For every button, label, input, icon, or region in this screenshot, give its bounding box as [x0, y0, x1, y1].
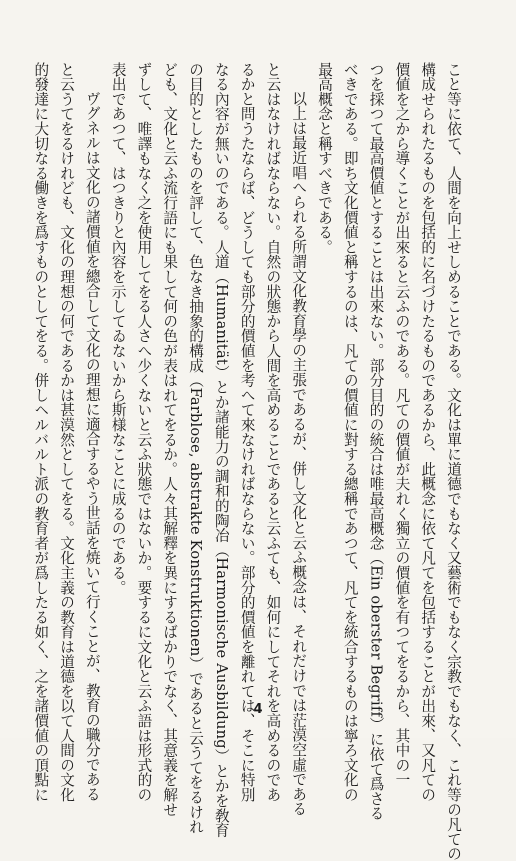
text-line: つを採つて最高價値とすることは出來ない。部分目的の統合は唯最高概念（Ein oberster Begriff）に依て爲さる: [367, 62, 385, 821]
text-line: こと等に依て、人間を向上せしめることである。文化は單に道德でもなく又藝術でもなく宗教でもなく、これ等の凡ての: [445, 62, 462, 861]
text-line: ども、文化と云ふ流行語にも果して何の色が表はれてをるか。人々其解釋を異にするばかりでなく、其意義を解せ: [161, 62, 179, 817]
text-line: るかと問うたならば、どうしても部分的價値を考へて來なければならない。部分的價値を離れては、そこに特別: [238, 62, 256, 802]
text-line: なる內容が無いのである。人道（Humanität）とか諸能力の調和的陶冶（Harmonische Ausbildung）とかを敎育: [212, 62, 230, 838]
text-line: と云はなければならない。自然の狀態から人間を高めることであると云ふても、如何にしてそれを高めるのであ: [264, 62, 282, 802]
text-line: べきである。即ち文化價値と稱するのは、凡ての價値に對する總稱であつて、凡てを統合するものは寧ろ文化の: [341, 62, 359, 802]
text-line: 構成せられたるものを包括的に名づけたるものであるから、此概念に依て凡てを包括することが出來、又凡ての: [419, 62, 437, 802]
body-text: [27, 62, 466, 861]
text-line: 以上は最近唱へられる所謂文化教育學の主張であるが、併し文化と云ふ概念は、それだけでは茫漠空虛である: [290, 91, 308, 817]
text-line: ヴグネルは文化の諸價値を總合して文化の理想に適合するやう世話を焼いて行くことが、教育の職分である: [83, 91, 101, 802]
text-line: 表出であつて、はつきりと內容を示してゐないから斯様なことに成るのである。: [109, 62, 127, 595]
text-line: の目的としたものを評して、色なき抽象的構成（Farblose, abstrakte Konstruktionen）であると云うてをるけれ: [187, 62, 205, 835]
text-line: と云うてをるけれども、文化の理想の何であるかは甚漠然としてをる。文化主義の教育は道德を以て人間の文化: [58, 62, 76, 802]
text-line: 的發達に大切なる働きを爲すものとしてをる。併しヘルバルト派の教育者が爲したる如く、之を諸價値の頂點に: [32, 62, 50, 802]
page-number: 4: [253, 702, 263, 717]
text-line: ずして、唯譯もなく之を使用してをる人さへ少くないと云ふ狀態ではないか。要するに文化と云ふ語は形式的の: [135, 62, 153, 802]
text-line: 價値を之から導くことが出來ると云ふのである。凡ての價値が夫れく獨立の價値を有つてをるから、其中の一: [393, 62, 411, 788]
text-line: 最高概念と稱すべきである。: [316, 62, 334, 255]
